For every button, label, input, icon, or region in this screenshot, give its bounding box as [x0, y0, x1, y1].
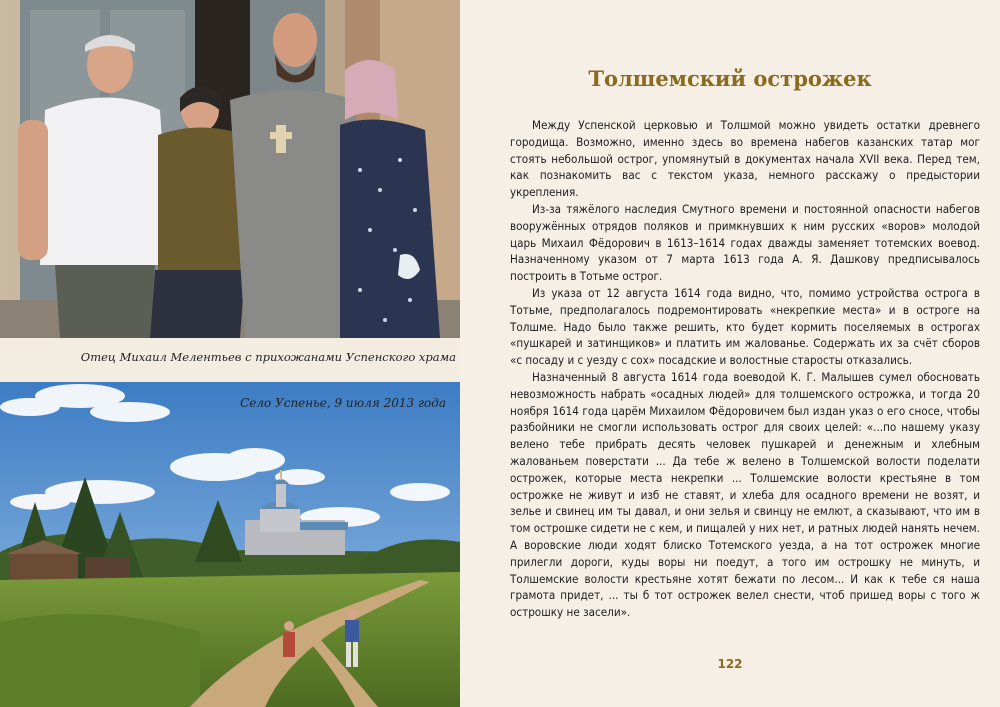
- article-title: Толшемский острожек: [588, 66, 872, 91]
- photo-caption: Отец Михаил Мелентьев с прихожанами Успенского храма: [80, 350, 456, 364]
- photo-caption-overlay: Село Успенье, 9 июля 2013 года: [240, 396, 446, 410]
- paragraph: Из указа от 12 августа 1614 года видно, что, помимо устройства острога в Тотьме, предполагалось подремонтировать «некрепкие места» и в остроге на Толшме. Надо было также решить, кто будет кормить поселяемых в острогах «пушкарей и затинщиков» и платить им жалованье. Содержать их за счёт сборов «с посаду и с уезду с сох» посадские и волостные старосты отказались.: [510, 285, 980, 368]
- photo-parishioners: [0, 0, 460, 338]
- photo-village: [0, 382, 460, 707]
- left-page: [0, 0, 460, 707]
- paragraph: Назначенный 8 августа 1614 года воеводой К. Г. Малышев сумел обосновать невозможность набрать «осадных людей» для толшемского острожка, и тогда 20 ноября 1614 года царём Михаилом Фёдоровичем был издан указ о его сносе, чтобы разбойники не смогли использовать острог для своих целей: «...по нашему указу велено тебе прибрать десять человек пушкарей и денежным и хлебным жалованьем поверстати ... Да тебе ж велено в Толшемской волости поделати острожек, которые места некрепки ... Толшемские волости крестьяне в том острожке не живут и изб не ставят, и хлеба для осадного времени не возят, и зелье и свинец им ты давал, и они зелья и свинцу не емлют, а сказывают, что им в том острошке сидети не с кем, и пищалей у них нет, и ратных людей нанять нечем. А воровские люди ходят блиско Тотемского уезда, а на тот острожек многие прилегли дороги, куды воры ни поедут, а того им острошку не минуть, и Толшемские волости крестьяне хотят бежати по лесом... И как к тебе ся наша грамота придет, ... ты б тот острожек велел снести, чтоб пришед воры с того ж острошку не засели».: [510, 369, 980, 620]
- paragraph: Между Успенской церковью и Толшмой можно увидеть остатки древнего городища. Возможно, именно здесь во времена набегов казанских татар мог стоять небольшой острог, упомянутый в документах начала XVII века. Перед тем, как познакомить вас с текстом указа, немного расскажу о предыстории укрепления.: [510, 118, 980, 200]
- page-number: 122: [717, 657, 743, 671]
- right-page: [460, 0, 1000, 707]
- article-body: [510, 117, 980, 621]
- paragraph: Из-за тяжёлого наследия Смутного времени и постоянной опасности набегов вооружённых отрядов поляков и примкнувших к ним русских «воров» молодой царь Михаил Фёдорович в 1613–1614 годах дважды заменяет тотемских воевод. Назначенному указом от 7 марта 1613 года А. Я. Дашкову предписывалось построить в Тотьме острог.: [510, 201, 980, 284]
